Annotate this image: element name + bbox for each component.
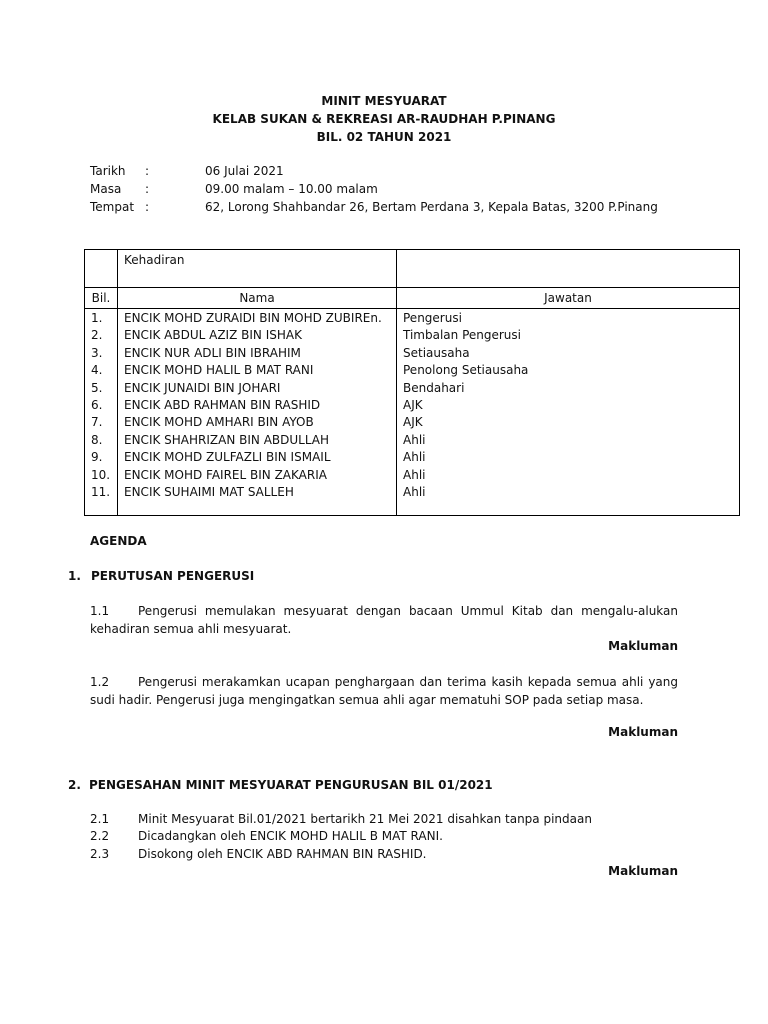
column-header-bil: Bil. [85, 288, 118, 309]
item-2-3-number: 2.3 [90, 847, 110, 861]
time-label: Masa [90, 182, 122, 196]
nama-cell: ENCIK SUHAIMI MAT SALLEH [124, 484, 294, 499]
title-empty-cell [85, 250, 118, 288]
attendance-title-row [85, 250, 740, 288]
nama-cell: ENCIK MOHD ZULFAZLI BIN ISMAIL [124, 450, 331, 465]
item-2-2-number: 2.2 [90, 829, 110, 843]
item-1-2-status: Makluman [608, 725, 678, 739]
jawatan-cell: Ahli [403, 450, 426, 465]
section-1-number: 1. [68, 569, 81, 583]
nama-cell: ENCIK ABDUL AZIZ BIN ISHAK [124, 328, 302, 343]
time-colon: : [145, 182, 150, 196]
jawatan-cell: Ahli [403, 432, 426, 447]
attendance-body-row [85, 309, 740, 516]
section-2-heading [68, 778, 493, 792]
jawatan-cell: Penolong Setiausaha [403, 363, 529, 378]
title-empty-cell [397, 250, 740, 288]
nama-column [118, 309, 397, 516]
bil-cell: 2. [91, 328, 103, 343]
nama-cell: ENCIK JUNAIDI BIN JOHARI [124, 380, 281, 395]
jawatan-cell: Pengerusi [403, 311, 462, 325]
jawatan-cell: Ahli [403, 467, 426, 482]
bil-cell: 10. [91, 467, 111, 482]
agenda-heading: AGENDA [90, 534, 147, 548]
bil-cell: 3. [91, 345, 103, 360]
section-2-status: Makluman [608, 864, 678, 878]
nama-cell: ENCIK MOHD FAIREL BIN ZAKARIA [124, 467, 327, 482]
bil-cell: 7. [91, 415, 103, 430]
organization-name: KELAB SUKAN & REKREASI AR-RAUDHAH P.PINANG [212, 112, 556, 126]
nama-cell: ENCIK SHAHRIZAN BIN ABDULLAH [124, 432, 330, 447]
section-2-number: 2. [68, 778, 81, 792]
item-1-1 [90, 602, 678, 638]
jawatan-cell: Ahli [403, 484, 426, 499]
jawatan-cell: AJK [403, 397, 423, 412]
item-2-3 [90, 847, 427, 861]
document-title: MINIT MESYUARAT [321, 94, 447, 108]
date-label: Tarikh [90, 164, 126, 178]
item-2-1-number: 2.1 [90, 812, 110, 826]
item-1-1-number: 1.1 [90, 604, 110, 618]
section-2-title: PENGESAHAN MINIT MESYUARAT PENGURUSAN BIL 01/2021 [89, 778, 493, 792]
nama-cell: ENCIK NUR ADLI BIN IBRAHIM [124, 345, 301, 360]
place-label: Tempat [90, 200, 135, 214]
bil-cell: 6. [91, 397, 103, 412]
bil-cell: 5. [91, 380, 103, 395]
item-2-1-text: Minit Mesyuarat Bil.01/2021 bertarikh 21 Mei 2021 disahkan tanpa pindaan [138, 812, 592, 826]
section-1-title: PERUTUSAN PENGERUSI [91, 569, 255, 583]
bil-cell: 4. [91, 363, 103, 378]
time-value: 09.00 malam – 10.00 malam [205, 182, 378, 196]
column-header-nama: Nama [118, 288, 397, 309]
date-colon: : [145, 164, 150, 178]
column-header-jawatan: Jawatan [397, 288, 740, 309]
jawatan-column [397, 309, 740, 516]
item-1-2-number: 1.2 [90, 675, 110, 689]
jawatan-cell: AJK [403, 415, 423, 430]
nama-cell: ENCIK MOHD HALIL B MAT RANI [124, 363, 314, 378]
nama-cell: ENCIK MOHD AMHARI BIN AYOB [124, 415, 314, 430]
nama-cell: ENCIK MOHD ZURAIDI BIN MOHD ZUBIREn. [124, 311, 382, 325]
item-2-2-text: Dicadangkan oleh ENCIK MOHD HALIL B MAT RANI. [138, 829, 443, 843]
bil-cell: 9. [91, 450, 103, 465]
item-1-1-status: Makluman [608, 639, 678, 653]
attendance-title: Kehadiran [118, 250, 397, 288]
item-1-2-text: Pengerusi merakamkan ucapan penghargaan dan terima kasih kepada semua ahli yang sudi hadir. Pengerusi juga mengingatkan semua ahli agar mematuhi SOP pada setiap masa. [90, 675, 678, 707]
attendance-header-row [85, 288, 740, 309]
place-value: 62, Lorong Shahbandar 26, Bertam Perdana 3, Kepala Batas, 3200 P.Pinang [205, 200, 658, 214]
meeting-number: BIL. 02 TAHUN 2021 [316, 130, 452, 144]
item-2-3-text: Disokong oleh ENCIK ABD RAHMAN BIN RASHID. [138, 847, 427, 861]
jawatan-cell: Bendahari [403, 380, 465, 395]
item-1-2 [90, 673, 678, 709]
section-1-heading [68, 569, 254, 583]
bil-cell: 11. [91, 484, 111, 499]
attendance-table [84, 249, 740, 516]
bil-cell: 8. [91, 432, 103, 447]
place-colon: : [145, 200, 150, 214]
nama-cell: ENCIK ABD RAHMAN BIN RASHID [124, 397, 321, 412]
item-2-1 [90, 812, 592, 826]
item-1-1-text: Pengerusi memulakan mesyuarat dengan bacaan Ummul Kitab dan mengalu-alukan kehadiran semua ahli mesyuarat. [90, 604, 678, 636]
bil-cell: 1. [91, 311, 103, 325]
jawatan-cell: Setiausaha [403, 345, 470, 360]
item-2-2 [90, 829, 443, 843]
bil-column [85, 309, 118, 516]
jawatan-cell: Timbalan Pengerusi [403, 328, 521, 343]
date-value: 06 Julai 2021 [205, 164, 284, 178]
